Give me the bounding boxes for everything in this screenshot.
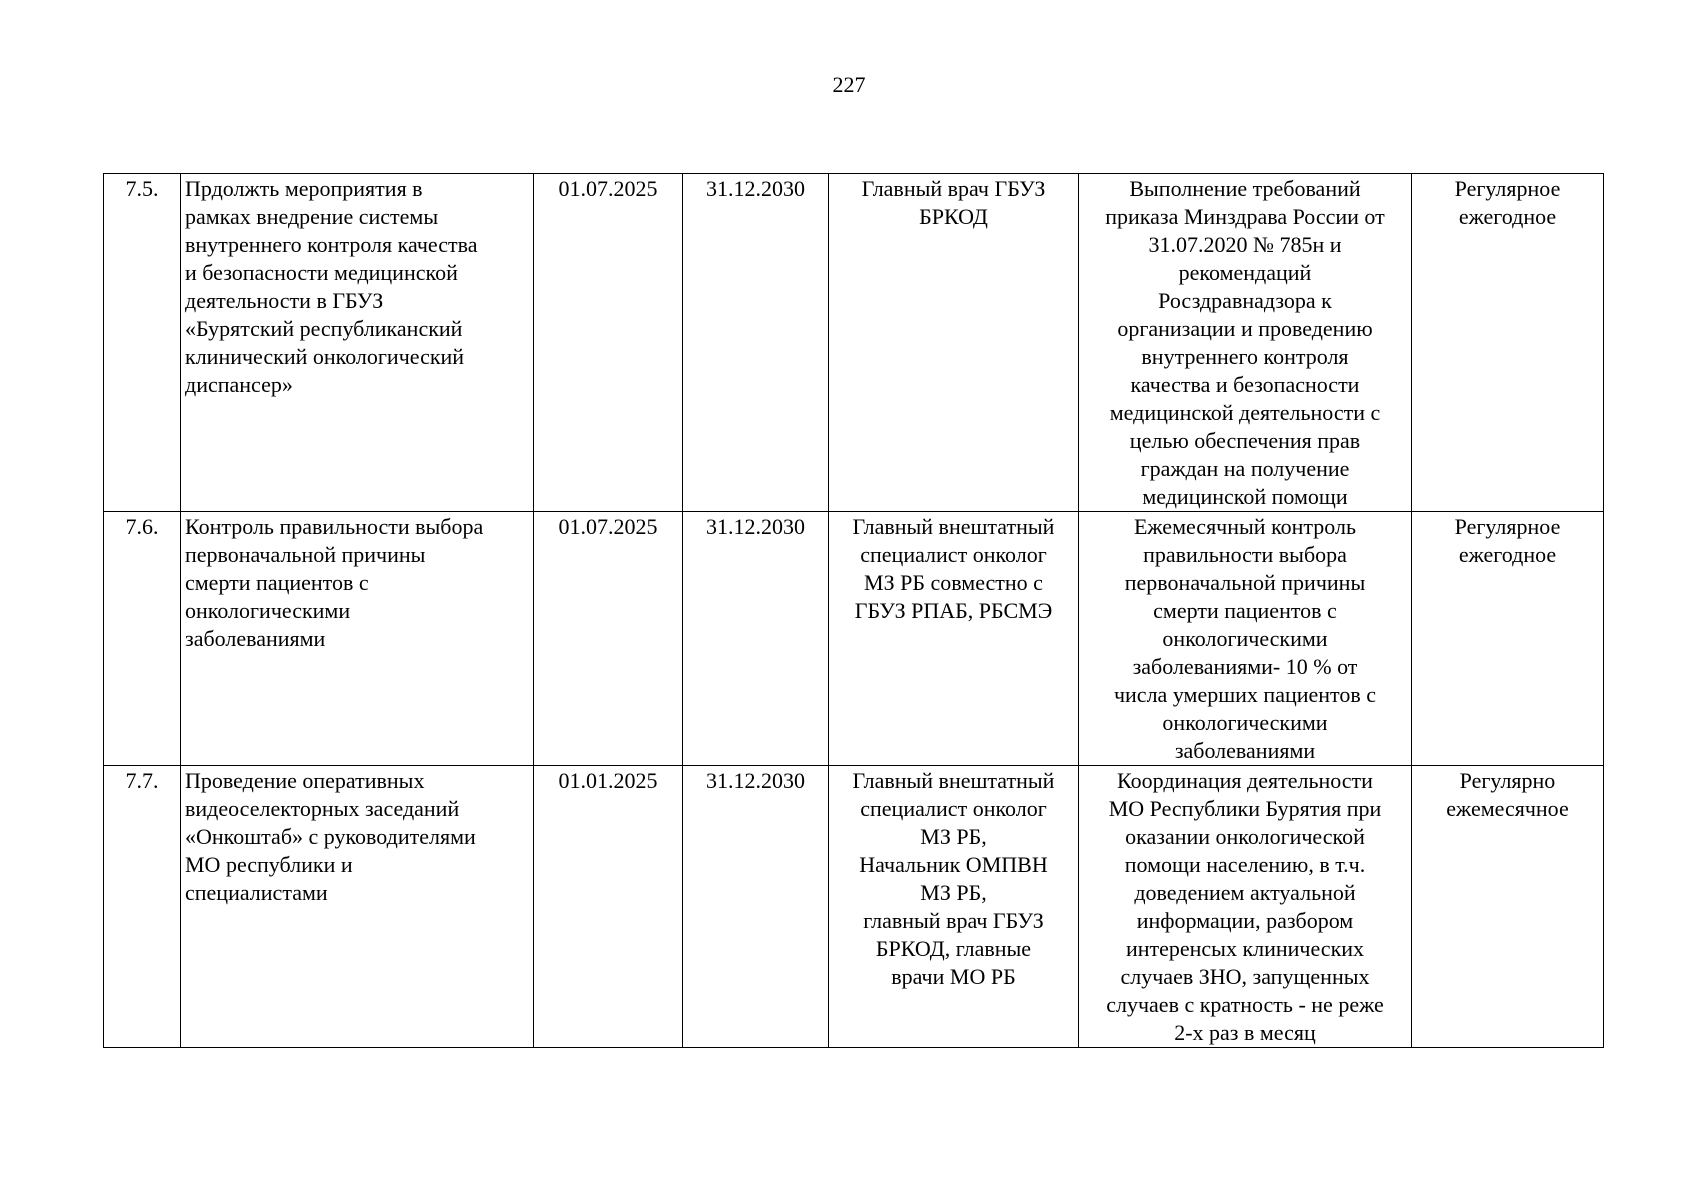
start-date: 01.07.2025: [534, 512, 683, 766]
expected-result: Ежемесячный контроль правильности выбора первоначальной причины смерти пациентов с онкологическими заболеваниями- 10 % от числа умерших пациентов с онкологическими заболеваниями: [1079, 512, 1412, 766]
table-row: [104, 766, 1604, 1048]
responsible-person: Главный внештатный специалист онколог МЗ РБ совместно с ГБУЗ РПАБ, РБСМЭ: [829, 512, 1079, 766]
item-number: 7.5.: [104, 174, 181, 512]
page-number: 227: [832, 72, 866, 97]
activity-name: Проведение оперативных видеоселекторных заседаний «Онкоштаб» с руководителями МО республики и специалистами: [181, 766, 534, 1048]
expected-result: Выполнение требований приказа Минздрава России от 31.07.2020 № 785н и рекомендаций Росздравнадзора к организации и проведению внутреннего контроля качества и безопасности медицинской деятельности с целью обеспечения прав граждан на получение медицинской помощи: [1079, 174, 1412, 512]
item-number: 7.7.: [104, 766, 181, 1048]
end-date: 31.12.2030: [683, 766, 829, 1048]
table-row: [104, 512, 1604, 766]
frequency: Регулярное ежегодное: [1412, 174, 1604, 512]
item-number: 7.6.: [104, 512, 181, 766]
responsible-person: Главный внештатный специалист онколог МЗ РБ, Начальник ОМПВН МЗ РБ, главный врач ГБУЗ БРКОД, главные врачи МО РБ: [829, 766, 1079, 1048]
responsible-person: Главный врач ГБУЗ БРКОД: [829, 174, 1079, 512]
activity-name: Контроль правильности выбора первоначальной причины смерти пациентов с онкологическими заболеваниями: [181, 512, 534, 766]
action-plan-table: [103, 173, 1604, 1048]
start-date: 01.01.2025: [534, 766, 683, 1048]
frequency: Регулярное ежегодное: [1412, 512, 1604, 766]
start-date: 01.07.2025: [534, 174, 683, 512]
expected-result: Координация деятельности МО Республики Бурятия при оказании онкологической помощи населению, в т.ч. доведением актуальной информации, разбором интеренсых клинических случаев ЗНО, запущенных случаев с кратность - не реже 2-х раз в месяц: [1079, 766, 1412, 1048]
end-date: 31.12.2030: [683, 512, 829, 766]
activity-name: Прдолжть мероприятия в рамках внедрение системы внутреннего контроля качества и безопасности медицинской деятельности в ГБУЗ «Бурятский республиканский клинический онкологический диспансер»: [181, 174, 534, 512]
frequency: Регулярно ежемесячное: [1412, 766, 1604, 1048]
end-date: 31.12.2030: [683, 174, 829, 512]
table-row: [104, 174, 1604, 512]
